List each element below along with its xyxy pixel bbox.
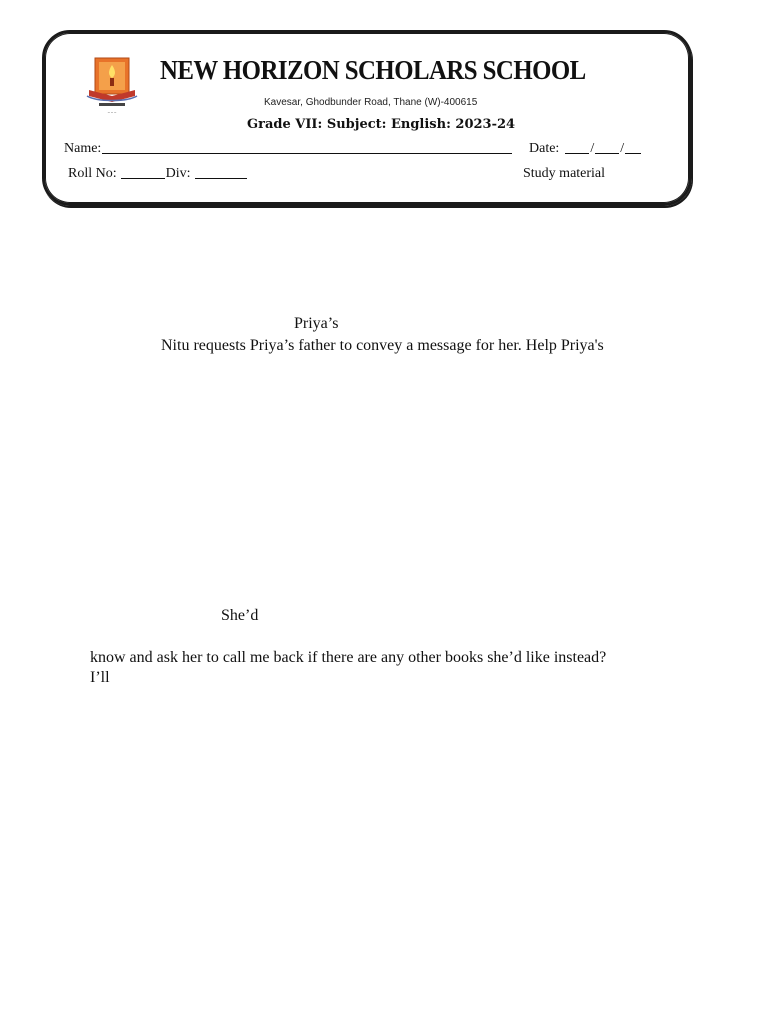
grade-subject-line: Grade VII: Subject: English: 2023-24 <box>247 117 516 132</box>
roll-blank <box>121 177 165 179</box>
study-material-label: Study material <box>523 166 606 181</box>
text-line: Nitu requests Priya’s father to convey a message for her. Help Priya's <box>161 337 604 354</box>
text-line: know and ask her to call me back if there are any other books she’d like instead? <box>90 649 607 666</box>
school-address: Kavesar, Ghodbunder Road, Thane (W)-400615 <box>264 97 478 108</box>
school-name: NEW HORIZON SCHOLARS SCHOOL <box>160 55 586 85</box>
text-line: Priya’s <box>294 315 339 332</box>
div-blank <box>195 177 247 179</box>
date-separator: / <box>620 141 625 156</box>
date-separator: / <box>590 141 595 156</box>
date-label: Date: <box>529 141 560 156</box>
date-day-blank <box>565 152 589 154</box>
date-row <box>529 141 642 157</box>
name-label: Name: <box>64 141 102 156</box>
div-label: Div: <box>165 166 191 181</box>
svg-text:~ ~ ~: ~ ~ ~ <box>107 110 117 115</box>
date-year-blank <box>625 152 641 154</box>
text-line: I’ll <box>90 669 110 686</box>
name-blank <box>102 152 512 154</box>
roll-div-row <box>68 166 248 182</box>
date-month-blank <box>595 152 619 154</box>
name-row <box>64 141 513 157</box>
roll-label: Roll No: <box>68 166 117 181</box>
text-line: She’d <box>221 607 259 624</box>
school-logo <box>83 56 141 118</box>
